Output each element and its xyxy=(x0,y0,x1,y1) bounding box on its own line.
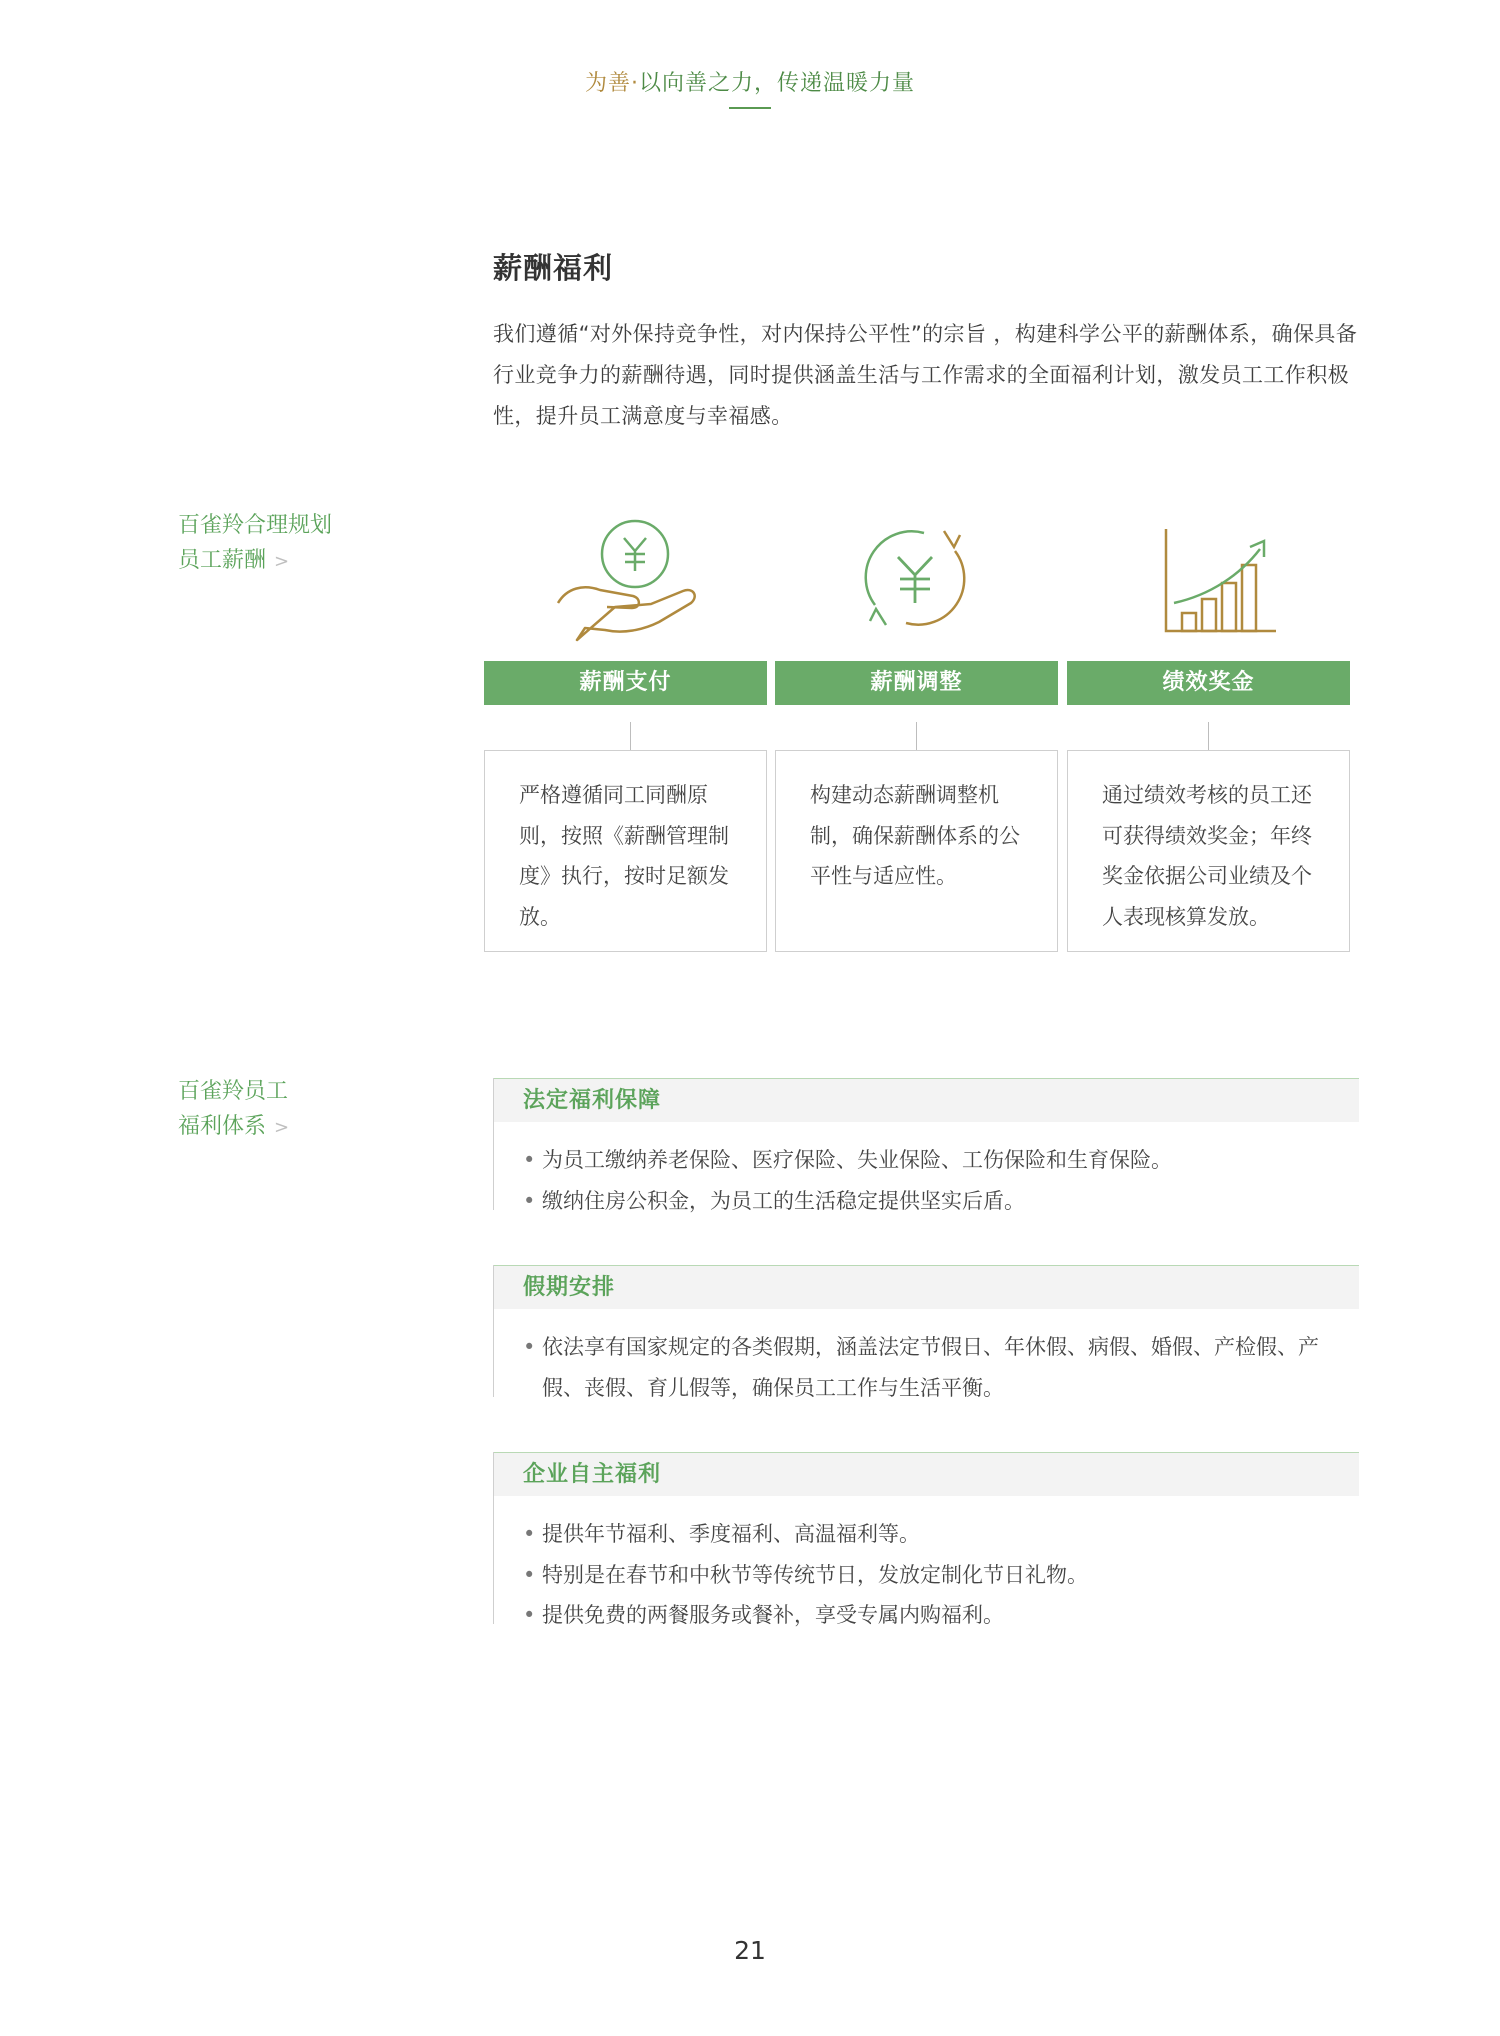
welfare-label-line1: 百雀羚员工 xyxy=(178,1079,289,1104)
benefit-list xyxy=(494,1309,1359,1408)
yuan-cycle-icon xyxy=(860,525,970,631)
header-brand: 为善· xyxy=(584,71,639,96)
list-item: • 缴纳住房公积金，为员工的生活稳定提供坚实后盾。 xyxy=(523,1181,1359,1222)
welfare-label-line2: 福利体系 xyxy=(178,1114,267,1139)
performance-bonus-box: 通过绩效考核的员工还可获得绩效奖金；年终奖金依据公司业绩及个人表现核算发放。 xyxy=(1067,750,1350,952)
benefit-block-statutory xyxy=(493,1078,1359,1213)
list-item: • 特别是在春节和中秋节等传统节日，发放定制化节日礼物。 xyxy=(523,1555,1359,1596)
benefit-block-corporate xyxy=(493,1452,1359,1627)
salary-adjustment-box: 构建动态薪酬调整机制，确保薪酬体系的公平性与适应性。 xyxy=(775,750,1058,952)
benefit-title: 企业自主福利 xyxy=(494,1452,1359,1496)
chevron-right-icon: > xyxy=(274,551,290,572)
section-title: 薪酬福利 xyxy=(493,251,614,285)
salary-payment-box: 严格遵循同工同酬原则，按照《薪酬管理制度》执行，按时足额发放。 xyxy=(484,750,767,952)
connector-line xyxy=(916,722,917,750)
list-item: • 为员工缴纳养老保险、医疗保险、失业保险、工伤保险和生育保险。 xyxy=(523,1140,1359,1181)
chevron-right-icon: > xyxy=(274,1117,290,1138)
benefit-list xyxy=(494,1496,1359,1636)
benefit-title: 假期安排 xyxy=(494,1265,1359,1309)
benefit-block-holiday xyxy=(493,1265,1359,1400)
page-number: 21 xyxy=(734,1936,766,1965)
salary-side-label xyxy=(178,508,332,579)
salary-payment-header: 薪酬支付 xyxy=(484,661,767,705)
page-header xyxy=(0,66,1500,97)
list-item: • 依法享有国家规定的各类假期，涵盖法定节假日、年休假、病假、婚假、产检假、产假、丧假、育儿假等，确保员工工作与生活平衡。 xyxy=(523,1327,1359,1408)
benefit-title: 法定福利保障 xyxy=(494,1078,1359,1122)
section-intro: 我们遵循“对外保持竞争性，对内保持公平性”的宗旨 ，构建科学公平的薪酬体系，确保具备行业竞争力的薪酬待遇，同时提供涵盖生活与工作需求的全面福利计划，激发员工工作积极性，提升员工满意度与幸福感。 xyxy=(493,322,1358,428)
performance-bonus-header: 绩效奖金 xyxy=(1067,661,1350,705)
growth-chart-icon xyxy=(1160,525,1280,635)
header-underline xyxy=(729,107,771,109)
hand-yuan-icon xyxy=(555,518,705,643)
salary-label-line2: 员工薪酬 xyxy=(178,548,267,573)
salary-adjustment-header: 薪酬调整 xyxy=(775,661,1058,705)
salary-label-line1: 百雀羚合理规划 xyxy=(178,513,333,538)
header-slogan: 以向善之力，传递温暖力量 xyxy=(638,71,915,96)
welfare-side-label xyxy=(178,1074,289,1145)
connector-line xyxy=(630,722,631,750)
list-item: • 提供免费的两餐服务或餐补，享受专属内购福利。 xyxy=(523,1595,1359,1636)
benefit-list xyxy=(494,1122,1359,1221)
list-item: • 提供年节福利、季度福利、高温福利等。 xyxy=(523,1514,1359,1555)
connector-line xyxy=(1208,722,1209,750)
